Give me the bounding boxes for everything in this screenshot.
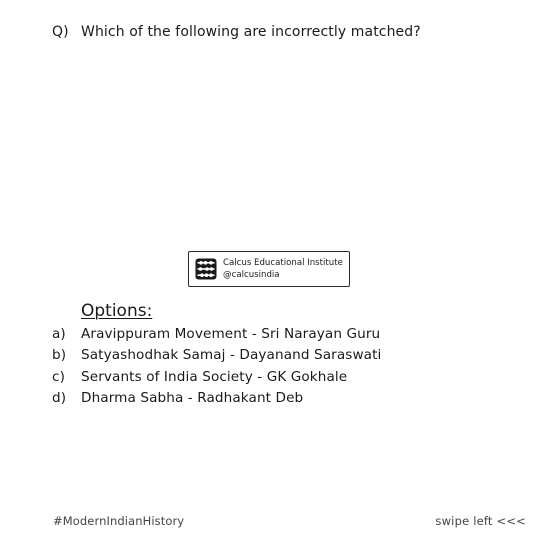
option-marker: d) [52,390,67,407]
brand-text [223,257,343,281]
footer-hashtag: #ModernIndianHistory [53,514,185,528]
brand-handle: @calcusindia [223,270,280,280]
option-text: Aravippuram Movement - Sri Narayan Guru [81,325,381,342]
option-text: Servants of India Society - GK Gokhale [81,368,348,385]
question [52,23,421,41]
option-b [52,345,381,367]
question-marker: Q) [52,24,69,40]
options-list [52,323,381,409]
option-a [52,323,381,345]
swipe-hint: swipe left <<< [435,514,526,528]
option-marker: a) [52,325,66,342]
option-c [52,366,381,388]
option-marker: b) [52,347,67,364]
option-marker: c) [52,368,65,385]
option-d [52,388,381,410]
option-text: Satyashodhak Samaj - Dayanand Saraswati [81,347,382,364]
question-text: Which of the following are incorrectly matched? [81,24,421,40]
option-text: Dharma Sabha - Radhakant Deb [81,390,304,407]
abacus-icon [195,258,217,280]
options-heading: Options: [81,301,153,321]
brand-watermark [188,251,350,287]
brand-name: Calcus Educational Institute [223,258,343,268]
